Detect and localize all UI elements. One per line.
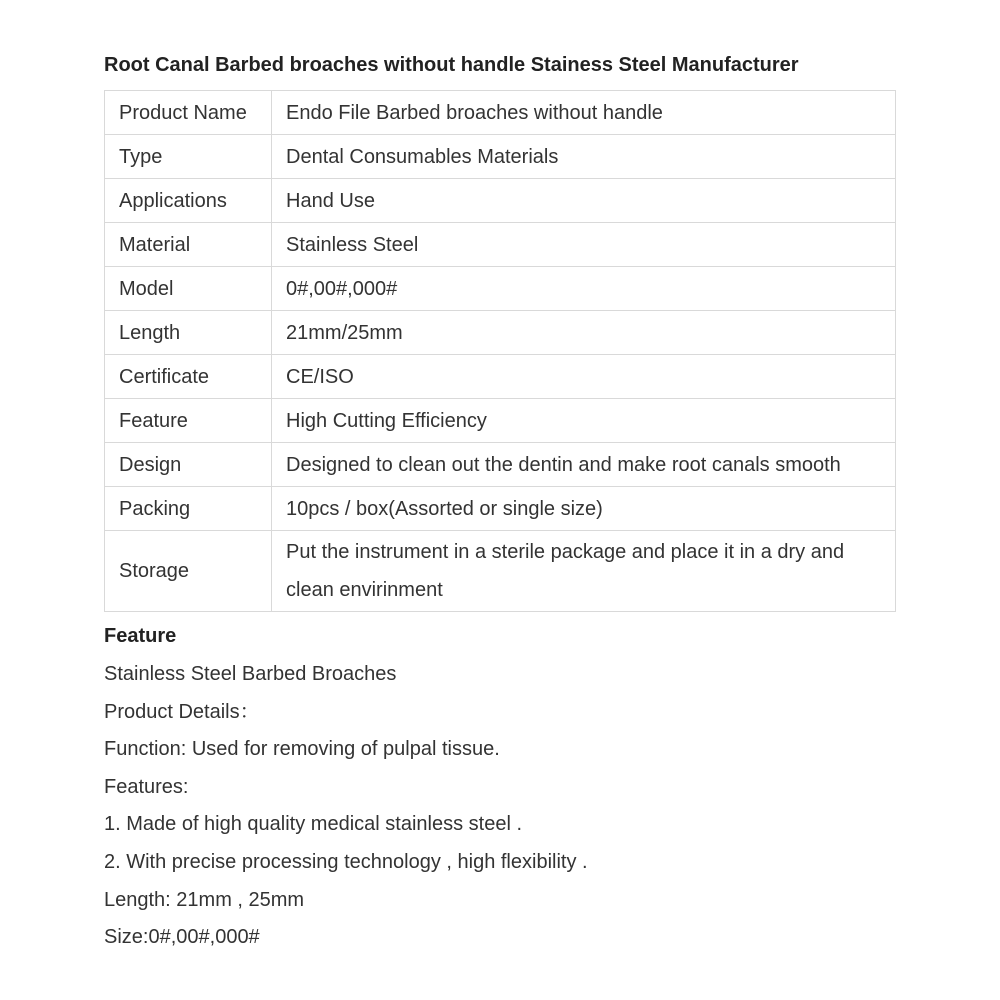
- detail-line: Features:: [104, 775, 189, 798]
- row-value: 10pcs / box(Assorted or single size): [272, 487, 896, 531]
- table-row: [105, 399, 896, 443]
- row-label: Length: [105, 311, 272, 355]
- row-label: Certificate: [105, 355, 272, 399]
- feature-details: [104, 656, 588, 957]
- specification-table: [104, 90, 896, 612]
- row-label: Product Name: [105, 91, 272, 135]
- row-value: High Cutting Efficiency: [272, 399, 896, 443]
- detail-line: Stainless Steel Barbed Broaches: [104, 663, 397, 685]
- row-value: Hand Use: [272, 179, 896, 223]
- row-value: Designed to clean out the dentin and make root canals smooth: [272, 443, 896, 487]
- detail-line: Length: 21mm , 25mm: [104, 888, 305, 911]
- table-row: [105, 223, 896, 267]
- row-label: Material: [105, 223, 272, 267]
- row-value: 21mm/25mm: [272, 311, 896, 355]
- detail-line: 1. Made of high quality medical stainless steel .: [104, 813, 522, 836]
- row-value: CE/ISO: [272, 355, 896, 399]
- table-row: [105, 179, 896, 223]
- row-value: Dental Consumables Materials: [272, 135, 896, 179]
- detail-line: Function: Used for removing of pulpal tissue.: [104, 738, 500, 761]
- feature-heading: Feature: [104, 625, 177, 647]
- table-row: [105, 267, 896, 311]
- row-value: Endo File Barbed broaches without handle: [272, 91, 896, 135]
- detail-line: Product Details：: [104, 700, 260, 723]
- row-label: Model: [105, 267, 272, 311]
- row-label: Design: [105, 443, 272, 487]
- table-row: [105, 531, 896, 612]
- detail-line: Size:0#,00#,000#: [104, 926, 260, 949]
- table-row: [105, 487, 896, 531]
- row-label: Packing: [105, 487, 272, 531]
- row-value: Stainless Steel: [272, 223, 896, 267]
- table-row: [105, 443, 896, 487]
- row-value: 0#,00#,000#: [272, 267, 896, 311]
- row-label: Type: [105, 135, 272, 179]
- table-row: [105, 91, 896, 135]
- detail-line: 2. With precise processing technology , high flexibility .: [104, 850, 588, 873]
- table-row: [105, 135, 896, 179]
- table-row: [105, 355, 896, 399]
- row-label: Applications: [105, 179, 272, 223]
- row-value: Put the instrument in a sterile package and place it in a dry and clean envirinment: [272, 531, 896, 612]
- row-label: Feature: [105, 399, 272, 443]
- table-row: [105, 311, 896, 355]
- page-title: Root Canal Barbed broaches without handle Stainess Steel Manufacturer: [104, 54, 799, 76]
- row-label: Storage: [105, 531, 272, 612]
